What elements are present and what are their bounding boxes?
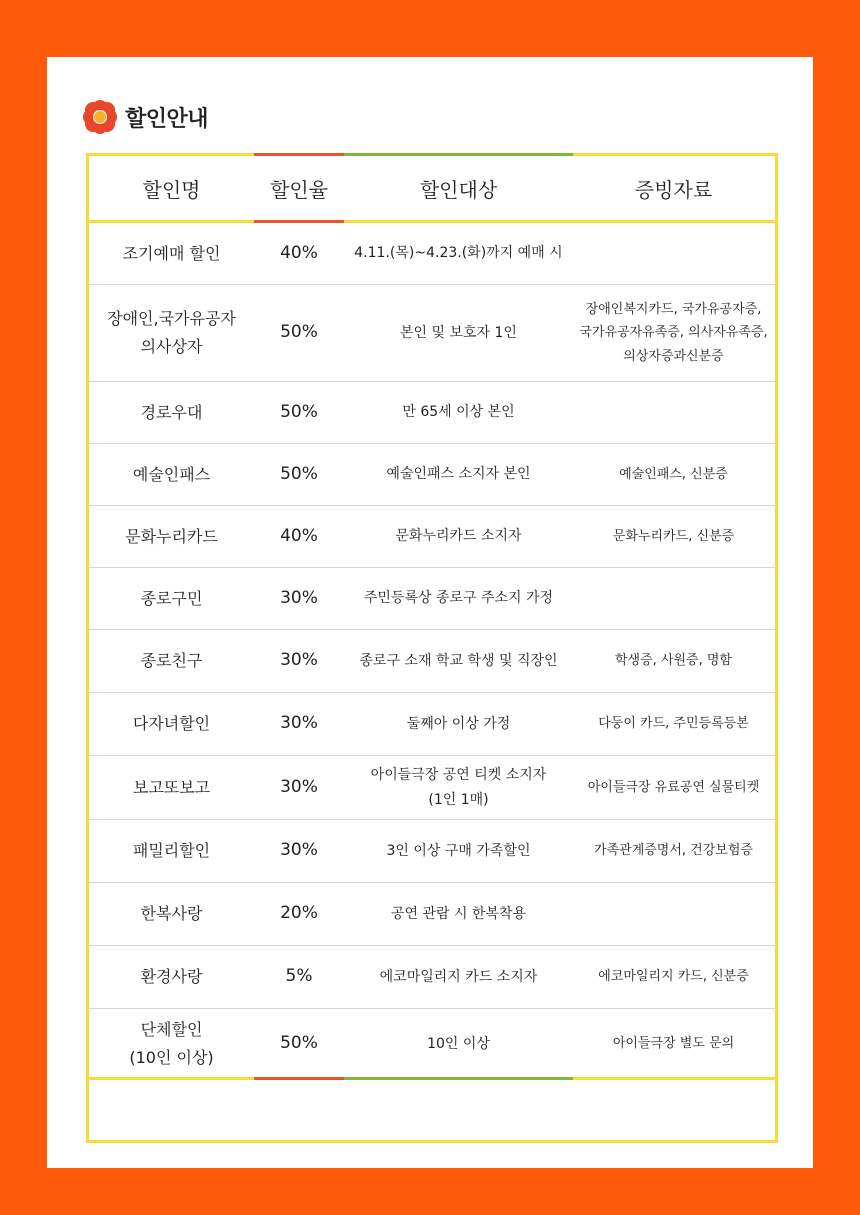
discount-rate: 50% xyxy=(280,322,318,343)
table-row xyxy=(89,223,775,285)
content-card xyxy=(47,57,813,1168)
discount-target: 예술인패스 소지자 본인 xyxy=(386,466,531,483)
bottom-accent-red xyxy=(254,1077,344,1080)
table-row xyxy=(89,506,775,568)
discount-proof xyxy=(573,568,774,629)
flower-icon xyxy=(83,100,117,134)
discount-name: 패밀리할인 xyxy=(132,841,211,860)
discount-rate: 50% xyxy=(280,401,318,422)
discount-rate: 30% xyxy=(280,776,318,797)
table-row xyxy=(89,820,775,883)
discount-proof: 에코마일리지 카드, 신분증 xyxy=(598,969,749,985)
discount-target: 본인 및 보호자 1인 xyxy=(400,324,517,341)
table-row xyxy=(89,444,775,506)
discount-target: 10인 이상 xyxy=(427,1035,490,1052)
table-row xyxy=(89,883,775,946)
discount-target: 3인 이상 구매 가족할인 xyxy=(386,842,531,859)
discount-proof: 예술인패스, 신분증 xyxy=(619,466,728,482)
discount-target: 둘째아 이상 가정 xyxy=(406,715,511,732)
header-rate: 할인율 xyxy=(270,177,328,202)
discount-rate: 30% xyxy=(280,713,318,734)
discount-target: 문화누리카드 소지자 xyxy=(395,528,522,545)
bottom-accent-green xyxy=(344,1077,573,1080)
discount-proof: 다둥이 카드, 주민등록등본 xyxy=(598,716,749,732)
table-row xyxy=(89,382,775,444)
discount-target: 공연 관람 시 한복착용 xyxy=(390,905,527,922)
discount-proof xyxy=(573,223,774,284)
discount-name: 종로친구 xyxy=(140,651,203,670)
discount-name: 종로구민 xyxy=(140,588,203,608)
discount-target: 주민등록상 종로구 주소지 가정 xyxy=(363,590,554,607)
discount-proof: 아이들극장 유료공연 실물티켓 xyxy=(587,779,760,795)
discount-name: 장애인,국가유공자 의사상자 xyxy=(107,309,236,356)
discount-rate: 40% xyxy=(280,242,318,263)
discount-rate: 30% xyxy=(280,650,318,671)
discount-rate: 5% xyxy=(285,966,313,987)
table-row xyxy=(89,756,775,820)
page-title: 할인안내 xyxy=(125,106,209,132)
discount-proof: 학생증, 사원증, 명함 xyxy=(615,653,732,669)
discount-target: 4.11.(목)~4.23.(화)까지 예매 시 xyxy=(354,245,563,262)
discount-name: 예술인패스 xyxy=(132,464,211,484)
discount-target: 종로구 소재 학교 학생 및 직장인 xyxy=(359,652,558,669)
discount-rate: 50% xyxy=(280,463,318,484)
discount-rate: 50% xyxy=(280,1033,318,1054)
discount-rate: 30% xyxy=(280,840,318,861)
discount-proof: 장애인복지카드, 국가유공자증, 국가유공자유족증, 의사자유족증, 의상자증과신분증 xyxy=(579,301,768,364)
header-name: 할인명 xyxy=(142,177,201,202)
discount-rate: 30% xyxy=(280,587,318,608)
table-row xyxy=(89,285,775,382)
table-row xyxy=(89,1009,775,1079)
table-row xyxy=(89,946,775,1009)
discount-proof: 문화누리카드, 신분증 xyxy=(612,528,735,544)
discount-name: 환경사랑 xyxy=(140,967,203,986)
discount-table xyxy=(86,153,778,1143)
table-row xyxy=(89,630,775,693)
discount-target: 만 65세 이상 본인 xyxy=(402,404,515,421)
table-body xyxy=(89,223,775,1079)
header-proof: 증빙자료 xyxy=(634,177,713,202)
discount-name: 한복사랑 xyxy=(140,904,203,923)
discount-name: 조기예매 할인 xyxy=(122,243,221,263)
discount-rate: 40% xyxy=(280,525,318,546)
discount-name: 다자녀할인 xyxy=(132,714,211,733)
discount-proof: 아이들극장 별도 문의 xyxy=(612,1036,735,1052)
table-row xyxy=(89,693,775,756)
discount-name: 문화누리카드 xyxy=(125,526,218,546)
header-target: 할인대상 xyxy=(419,177,498,202)
discount-rate: 20% xyxy=(280,903,318,924)
discount-proof xyxy=(573,883,774,945)
discount-name: 경로우대 xyxy=(140,402,203,422)
section-heading xyxy=(83,99,208,135)
discount-target: 에코마일리지 카드 소지자 xyxy=(379,968,538,985)
discount-proof xyxy=(573,382,774,443)
table-row xyxy=(89,568,775,630)
discount-name: 단체할인 (10인 이상) xyxy=(129,1020,214,1067)
discount-name: 보고또보고 xyxy=(132,777,211,797)
discount-target: 아이들극장 공연 티켓 소지자 (1인 1매) xyxy=(370,767,547,808)
discount-proof: 가족관계증명서, 건강보험증 xyxy=(594,843,753,859)
